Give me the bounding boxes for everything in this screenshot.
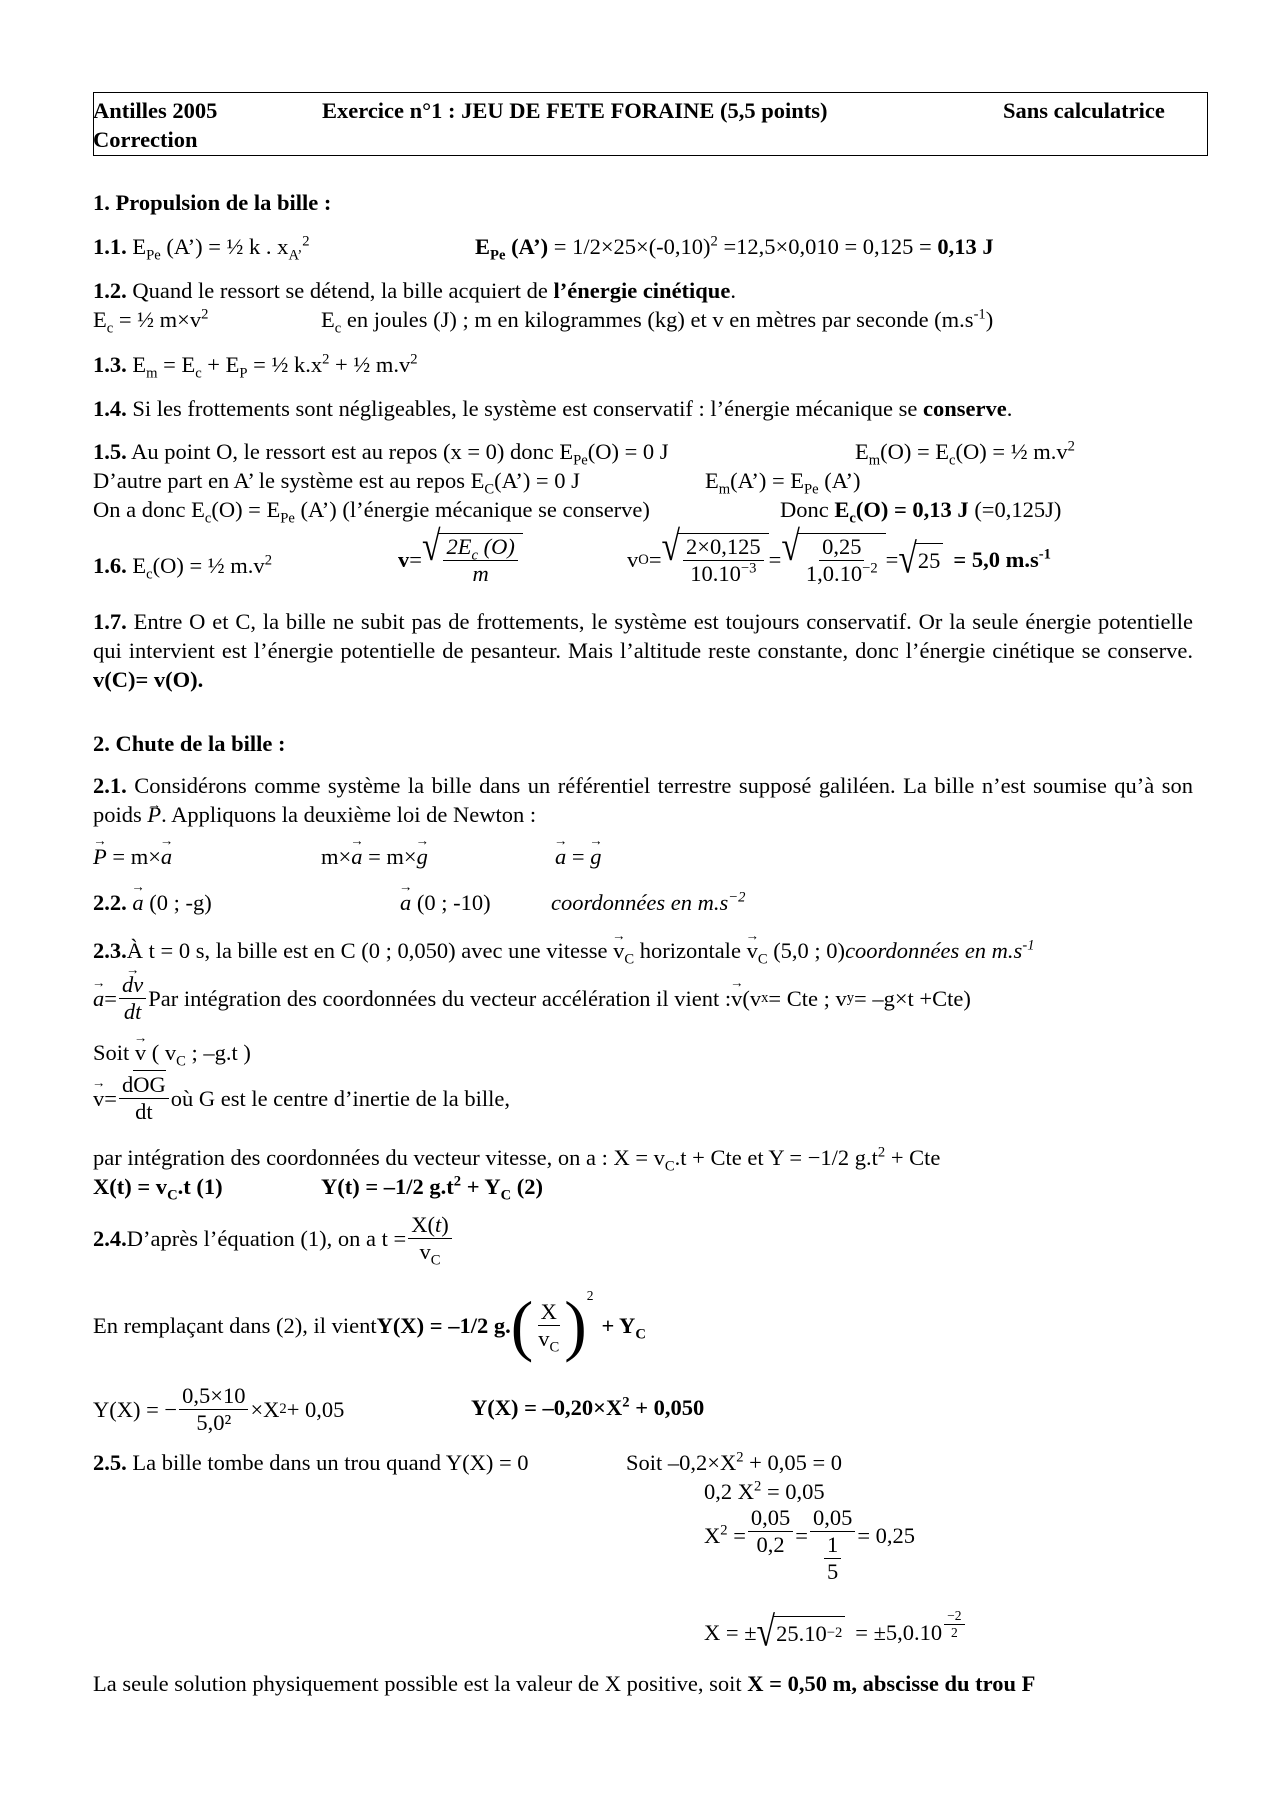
- q23-line4: → v = $\frac{\text{dOG}}{dt}$ où G est le centre d’inertie de la bille,: [93, 1072, 510, 1125]
- q16-vo-formula: v O = √ $\frac{2\times 0,125}{10.10^{-3}}$ = √ $\frac{0,25}{1,0.10^{-2}}$ = √ 25 = 5,0 $m.s^{-1}$: [627, 523, 1051, 586]
- q22-a: 2.2. → a (0 ; -g): [93, 889, 212, 916]
- q25-line2: 0,2 $X^2 = 0,05$: [704, 1478, 825, 1504]
- q24-line3: Y(X) = − $\frac{0,5\times 10}{\text{5,0²}}$ ×X 2 + 0,05: [93, 1383, 345, 1435]
- q14-line: 1.4. Si les frottements sont négligeables, le système est conservatif : l’énergie mécanique se conserve.: [93, 396, 1013, 421]
- header-title: Exercice n°1 : JEU DE FETE FORAINE (5,5 points): [322, 98, 828, 123]
- header-left-1: Antilles 2005: [93, 98, 218, 123]
- q23-line6-y: Y(t) = –1/2 $g.t^2 + Y_C$ (2): [321, 1173, 544, 1204]
- q12-units: $E_c$ en joules (J) ; m en kilogrammes (kg) et v en mètres par seconde $(m.s^{-1})$: [321, 306, 994, 337]
- q12-line1: 1.2. Quand le ressort se détend, la bille acquiert de l’énergie cinétique.: [93, 278, 736, 303]
- q24-result: $Y(X) = -0,20\times X^2 + 0,050$: [471, 1394, 705, 1420]
- q11-calc: $E_{Pe}$ (A’) = $1/2\times 25\times(-0,10)^2 =12,5\times 0,010 = 0,125 = 0,13$ J: [475, 233, 994, 264]
- q23-line6-x: $X(t) = v_C.t$ (1): [93, 1174, 223, 1204]
- q25-conclusion: La seule solution physiquement possible est la valeur de X positive, soit X = 0,50 m, abscisse du trou F: [93, 1671, 1036, 1696]
- section-1-title: 1. Propulsion de la bille :: [93, 190, 332, 215]
- q25-line3: $X^2$ = $\frac{0,05}{0,2}$ = $\frac{0,05}{\frac{1}{5}}$ = 0,25: [704, 1505, 916, 1584]
- q17-paragraph: 1.7. Entre O et C, la bille ne subit pas de frottements, le système est toujours conservatif. Or la seule énergie potentielle qui intervient est l’énergie potentielle de pesanteur. Mais l’altitude reste constante, donc l’énergie cinétique se conserve. v(C)= v(O).: [93, 609, 1193, 692]
- q16-v-formula: v = √ $\frac{2E_c (O)}{m}$: [398, 533, 523, 587]
- q21-eq1: → P = m×→ a: [93, 843, 172, 870]
- q11-line: 1.1. $E_{Pe}$ (A’) = ½ k . $x_{A’}^2$: [93, 233, 310, 264]
- q25-line1: 2.5. La bille tombe dans un trou quand Y(X) = 0: [93, 1450, 529, 1475]
- q13-line: 1.3. $E_m = E_c + E_P$ = ½ $k.x^2$ + ½ $m.v^2$: [93, 351, 418, 382]
- q15-line2: D’autre part en A’ le système est au repos $E_C(A’) = 0$ J: [93, 468, 580, 498]
- q22-units: coordonnées en $m.s^{-2}$: [551, 889, 746, 915]
- q21-eq3: → a = → g: [555, 843, 601, 870]
- q24-line1: 2.4. D’après l’équation (1), on a t = $\frac{X(t)}{v_C}$: [93, 1212, 454, 1265]
- q24-line2: En remplaçant dans (2), il vient Y(X) = –1/2 g. ( $\frac{X}{v_C}$ ) 2 + $Y_C$: [93, 1288, 646, 1363]
- header-right: Sans calculatrice: [1003, 98, 1165, 123]
- q16-left: 1.6. $E_c(O)$ = ½ $m.v^2$: [93, 552, 272, 583]
- q15-line2-right: $E_m(A’) = E_{Pe}$ (A’): [705, 468, 861, 498]
- header-left-2: Correction: [93, 127, 198, 152]
- q15-line3: On a donc $E_c(O) = E_{Pe}$ (A’) (l’énergie mécanique se conserve): [93, 497, 650, 527]
- q15-line3-right: Donc $E_c(O) = 0,13$ J (=0,125J): [780, 497, 1062, 527]
- q12-formula: $E_c$ = ½ $m\times v^2$: [93, 306, 209, 337]
- q15-line1: 1.5. Au point O, le ressort est au repos (x = 0) donc $E_{Pe}(O) = 0$ J: [93, 439, 669, 469]
- q22-b: → a (0 ; -10): [400, 889, 491, 916]
- q25-line1-right: Soit $-0,2\times X^2 + 0,05 = 0$: [626, 1449, 843, 1475]
- q15-line1-right: $E_m(O) = E_c(O)$ = ½ $m.v^2$: [855, 438, 1075, 469]
- q23-line1: 2.3.À t = 0 s, la bille est en C (0 ; 0,050) avec une vitesse → $v_C$ horizontale → $v_C$ (5,0 ; 0)coordonnées en $m.s^{-1}$: [93, 937, 1035, 964]
- q23-line2: → a = → $\frac{dv}{dt}$ Par intégration des coordonnées du vecteur accélération il vient : → v (v x = Cte ; v y = –g×t +Cte): [93, 972, 971, 1025]
- q25-line4: X = ± √ 25.10 −2 = ±5,0.10 $\frac{-2}{2}$: [704, 1616, 967, 1650]
- q23-line5: par intégration des coordonnées du vecteur vitesse, on a : $X = v_C.t$ + Cte et Y = −1/2 $g.t^2$ + Cte: [93, 1144, 941, 1175]
- q21-eq2: m×→ a = m×→ g: [321, 843, 428, 870]
- section-2-title: 2. Chute de la bille :: [93, 731, 286, 756]
- q23-line3: Soit → v ( $v_C$ ; –g.t ): [93, 1039, 251, 1066]
- q21-paragraph: 2.1. Considérons comme système la bille dans un référentiel terrestre supposé galiléen. La bille n’est soumise qu’à son poids → P. Appliquons la deuxième loi de Newton :: [93, 771, 1193, 829]
